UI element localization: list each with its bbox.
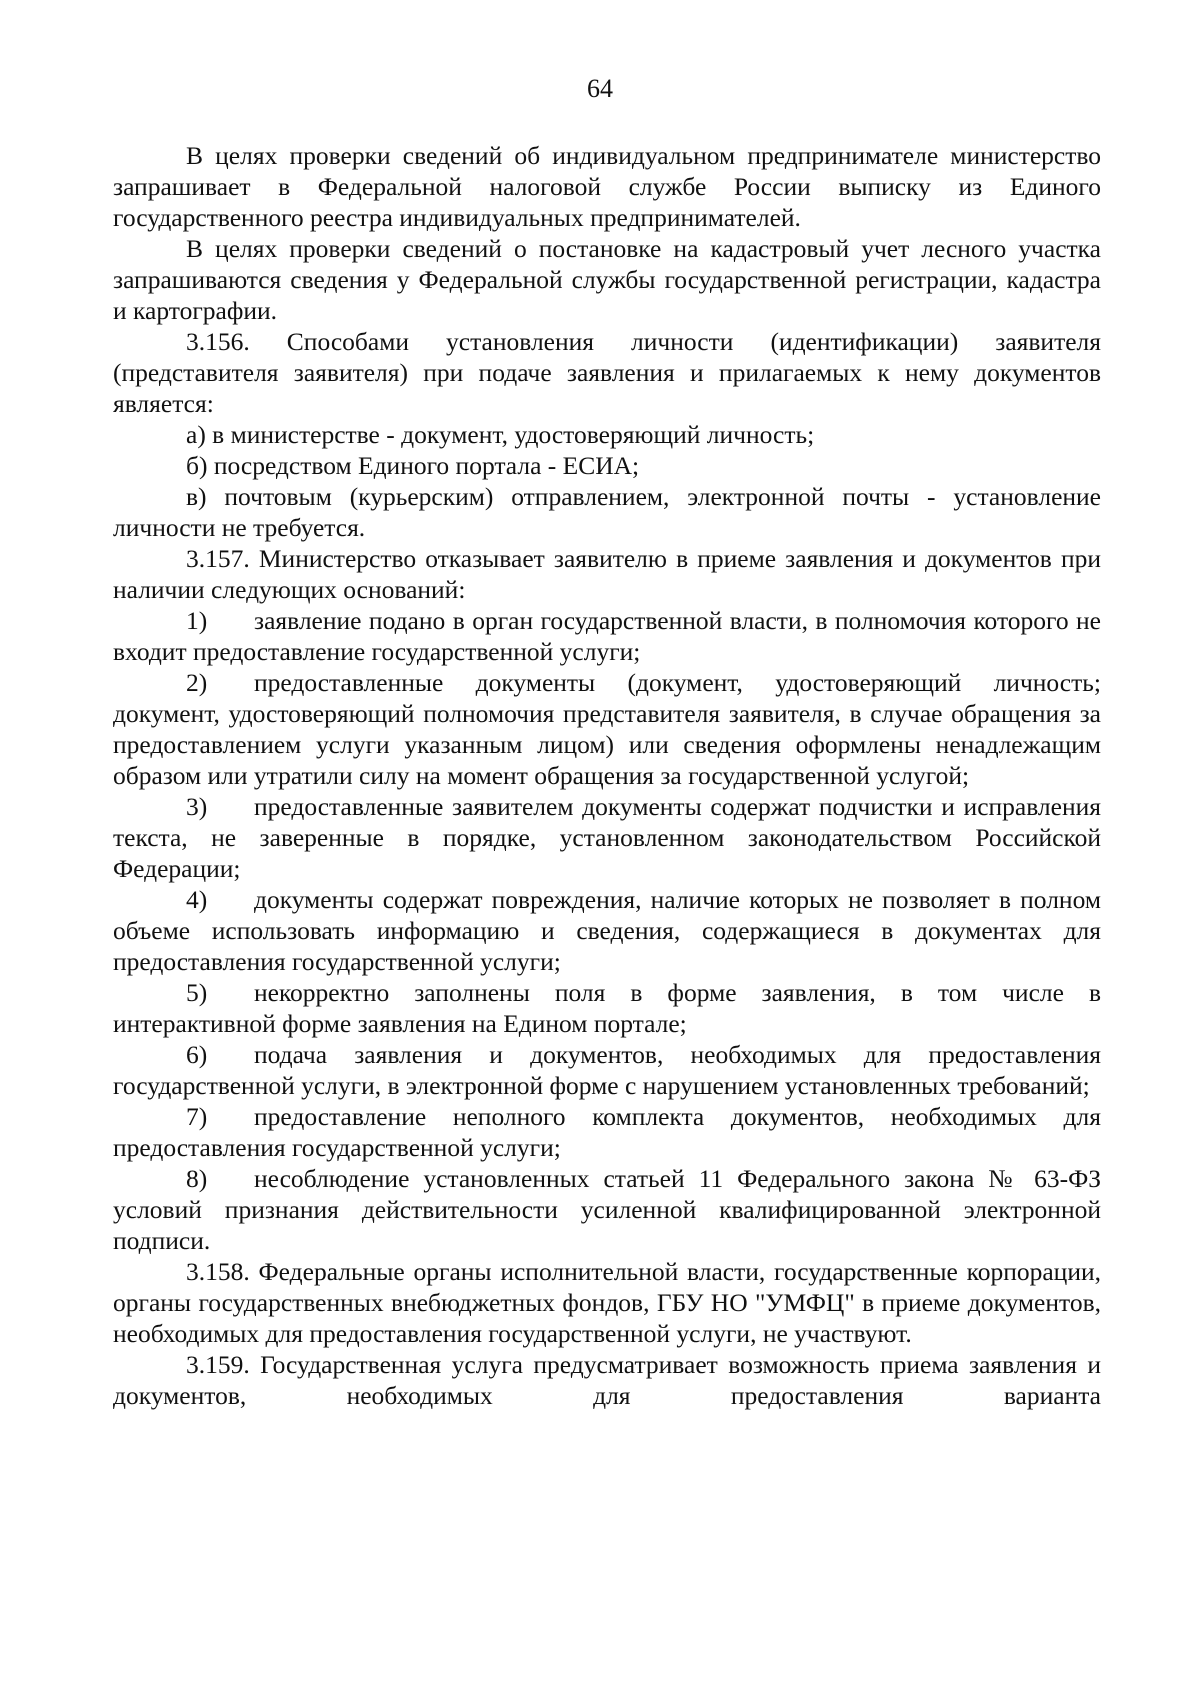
paragraph: 3.159. Государственная услуга предусматривает возможность приема заявления и документов, необходимых для предоставления варианта (113, 1350, 1101, 1410)
list-item-number: 7) (186, 1102, 208, 1131)
paragraph: б) посредством Единого портала - ЕСИА; (186, 451, 640, 480)
list-item-number: 4) (186, 885, 208, 914)
paragraph: В целях проверки сведений о постановке на кадастровый учет лесного участка запрашиваются сведения у Федеральной службы государственной регистрации, кадастра и картографии. (113, 234, 1101, 325)
paragraph: 3.157. Министерство отказывает заявителю в приеме заявления и документов при наличии следующих оснований: (113, 544, 1101, 604)
list-item-text: подача заявления и документов, необходимых для предоставления государственной услуги, в электронной форме с нарушением установленных требований; (113, 1040, 1101, 1100)
paragraph: в) почтовым (курьерским) отправлением, электронной почты - установление личности не требуется. (113, 482, 1101, 542)
list-item-number: 8) (186, 1164, 208, 1193)
list-item (113, 884, 1101, 977)
list-item-text: предоставленные заявителем документы содержат подчистки и исправления текста, не заверенные в порядке, установленном законодательством Российской Федерации; (113, 792, 1101, 883)
list-item-number: 3) (186, 792, 208, 821)
list-item-text: некорректно заполнены поля в форме заявления, в том числе в интерактивной форме заявления на Едином портале; (113, 978, 1101, 1038)
list-item-text: заявление подано в орган государственной власти, в полномочия которого не входит предоставление государственной услуги; (113, 606, 1101, 666)
paragraph: 3.158. Федеральные органы исполнительной власти, государственные корпорации, органы государственных внебюджетных фондов, ГБУ НО "УМФЦ" в приеме документов, необходимых для предоставления государственной услуги, не участвуют. (113, 1257, 1101, 1348)
list-item-text: документы содержат повреждения, наличие которых не позволяет в полном объеме использовать информацию и сведения, содержащиеся в документах для предоставления государственной услуги; (113, 885, 1101, 976)
paragraph: а) в министерстве - документ, удостоверяющий личность; (186, 420, 815, 449)
list-item (113, 667, 1101, 791)
list-item-text: предоставленные документы (документ, удостоверяющий личность; документ, удостоверяющий полномочия представителя заявителя, в случае обращения за предоставлением услуги указанным лицом) или сведения оформлены ненадлежащим образом или утратили силу на момент обращения за государственной услугой; (113, 668, 1101, 790)
list-item-number: 6) (186, 1040, 208, 1069)
list-item (113, 605, 1101, 667)
list-item (113, 1101, 1101, 1163)
list-item (113, 1163, 1101, 1256)
list-item (113, 791, 1101, 884)
list-item-number: 5) (186, 978, 208, 1007)
paragraph: В целях проверки сведений об индивидуальном предпринимателе министерство запрашивает в Федеральной налоговой службе России выписку из Единого государственного реестра индивидуальных предпринимателей. (113, 141, 1101, 232)
list-item-number: 1) (186, 606, 208, 635)
paragraph: 3.156. Способами установления личности (идентификации) заявителя (представителя заявителя) при подаче заявления и прилагаемых к нему документов является: (113, 327, 1101, 418)
list-item-number: 2) (186, 668, 208, 697)
list-item (113, 977, 1101, 1039)
page-number: 64 (587, 74, 613, 103)
document-body (113, 140, 1101, 1411)
list-item (113, 1039, 1101, 1101)
list-item-text: предоставление неполного комплекта документов, необходимых для предоставления государственной услуги; (113, 1102, 1101, 1162)
list-item-text: несоблюдение установленных статьей 11 Федерального закона № 63-ФЗ условий признания действительности усиленной квалифицированной электронной подписи. (113, 1164, 1101, 1255)
